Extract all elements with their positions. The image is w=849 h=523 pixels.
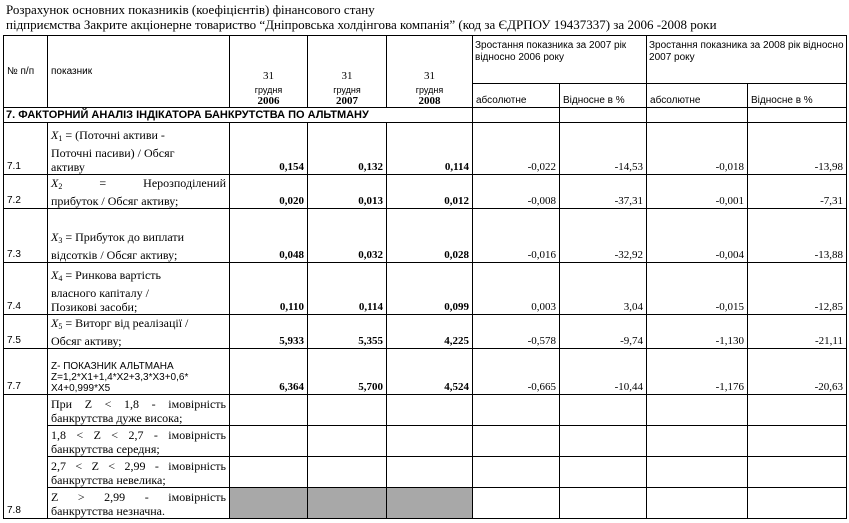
rel-change-2008: -13,98 [748,123,847,175]
value-2006: 0,048 [230,209,308,263]
table-row [4,263,847,315]
row-indicator: $X_1$ = (Поточні активи - Поточні пасиви) / Обсяг активу [48,123,230,175]
abs-change-2007: -0,008 [473,175,560,209]
value-2006: 0,110 [230,263,308,315]
abs-change-2008: -1,130 [647,315,748,349]
variable-symbol: X [51,268,59,282]
rel-change-2008: -12,85 [748,263,847,315]
value-2007: 0,013 [308,175,387,209]
row-number: 7.3 [4,209,48,263]
variable-symbol: X [51,316,59,330]
value-2007: 0,132 [308,123,387,175]
row-indicator: Z- ПОКАЗНИК АЛЬТМАНА Z=1,2*X1+1,4*X2+3,3*X3+0,6* X4+0,999*X5 [48,349,230,395]
shaded-cell [387,488,473,519]
legend-item-medium: 1,8 < Z < 2,7 - імовірність банкрутства середня; [48,426,230,457]
table-row [4,175,847,209]
header-year-value: 2006 [257,95,280,107]
value-2008: 0,028 [387,209,473,263]
legend-item-small: 2,7 < Z < 2,99 - імовірність банкрутства невелика; [48,457,230,488]
value-2008: 0,012 [387,175,473,209]
legend-row [4,488,847,519]
section-row [4,108,847,123]
abs-change-2008: -0,004 [647,209,748,263]
abs-change-2007: -0,022 [473,123,560,175]
abs-change-2007: -0,016 [473,209,560,263]
header-year-day: 31 [263,70,274,82]
rel-change-2007: -9,74 [560,315,647,349]
rel-change-2007: 3,04 [560,263,647,315]
header-growth-2008: Зростання показника за 2008 рік відносно 2007 року [647,36,847,84]
header-rel-2007: Відносне в % [560,84,647,108]
value-2007: 0,114 [308,263,387,315]
row-number: 7.1 [4,123,48,175]
variable-index: 4 [58,274,63,283]
value-2006: 5,933 [230,315,308,349]
variable-symbol: X [51,128,59,142]
legend-row [4,395,847,426]
legend-row [4,457,847,488]
value-2008: 0,114 [387,123,473,175]
header-year-day: 31 [424,70,435,82]
header-rel-2008: Відносне в % [748,84,847,108]
variable-index: 3 [58,236,63,245]
value-2008: 4,524 [387,349,473,395]
document-title-line1: Розрахунок основних показників (коефіцієнтів) фінансового стану [6,2,375,17]
variable-index: 2 [58,182,63,191]
table-row [4,315,847,349]
rel-change-2007: -32,92 [560,209,647,263]
table-row [4,123,847,175]
variable-index: 1 [58,134,63,143]
row-number: 7.2 [4,175,48,209]
table-row [4,209,847,263]
value-2008: 0,099 [387,263,473,315]
row-indicator: $X_2$ = Нерозподілений прибуток / Обсяг активу; [48,175,230,209]
variable-symbol: X [51,230,59,244]
table-row [4,349,847,395]
legend-item-insignificant: Z > 2,99 - імовірність банкрутства незначна. [48,488,230,519]
value-2007: 0,032 [308,209,387,263]
row-number: 7.5 [4,315,48,349]
header-abs-2008: абсолютне [647,84,748,108]
abs-change-2007: -0,665 [473,349,560,395]
shaded-cell [230,488,308,519]
abs-change-2008: -0,001 [647,175,748,209]
header-year-month: грудня [333,85,361,95]
variable-symbol: X [51,176,59,190]
row-indicator: $X_5$ = Виторг від реалізації / Обсяг активу; [48,315,230,349]
row-number: 7.7 [4,349,48,395]
section-title: 7. ФАКТОРНИЙ АНАЛІЗ ІНДІКАТОРА БАНКРУТСТВА ПО АЛЬТМАНУ [4,108,473,123]
header-indicator: показник [48,36,230,108]
header-year-month: грудня [254,85,283,95]
abs-change-2008: -0,018 [647,123,748,175]
header-year-2007 [308,36,387,108]
header-row-top [4,36,847,84]
rel-change-2008: -20,63 [748,349,847,395]
rel-change-2008: -13,88 [748,209,847,263]
rel-change-2007: -37,31 [560,175,647,209]
rel-change-2008: -7,31 [748,175,847,209]
row-indicator: $X_3$ = Прибуток до виплати відсотків / Обсяг активу; [48,209,230,263]
abs-change-2008: -0,015 [647,263,748,315]
altman-analysis-table [3,35,847,519]
value-2006: 6,364 [230,349,308,395]
header-year-day: 31 [341,70,353,82]
header-year-value: 2007 [336,95,358,107]
value-2006: 0,154 [230,123,308,175]
shaded-cell [308,488,387,519]
row-number: 7.8 [4,395,48,519]
abs-change-2007: -0,578 [473,315,560,349]
header-num: № п/п [4,36,48,108]
header-year-2008 [387,36,473,108]
row-number: 7.4 [4,263,48,315]
header-growth-2007: Зростання показника за 2007 рік відносно 2006 року [473,36,647,84]
value-2008: 4,225 [387,315,473,349]
abs-change-2007: 0,003 [473,263,560,315]
header-year-value: 2008 [418,95,441,107]
rel-change-2007: -14,53 [560,123,647,175]
header-year-month: грудня [415,85,444,95]
value-2007: 5,700 [308,349,387,395]
abs-change-2008: -1,176 [647,349,748,395]
value-2006: 0,020 [230,175,308,209]
rel-change-2008: -21,11 [748,315,847,349]
header-year-2006 [230,36,308,108]
value-2007: 5,355 [308,315,387,349]
row-indicator: $X_4$ = Ринкова вартість власного капіталу / Позикові засоби; [48,263,230,315]
rel-change-2007: -10,44 [560,349,647,395]
document-title-line2: підприємства Закрите акціонерне товариство “Дніпровська холдінгова компанія” (код за ЄДРПОУ 19437337) за 2006 -2008 роки [6,17,717,32]
header-abs-2007: абсолютне [473,84,560,108]
legend-item-very-high: При Z < 1,8 - імовірність банкрутства дуже висока; [48,395,230,426]
legend-row [4,426,847,457]
variable-index: 5 [58,322,63,331]
